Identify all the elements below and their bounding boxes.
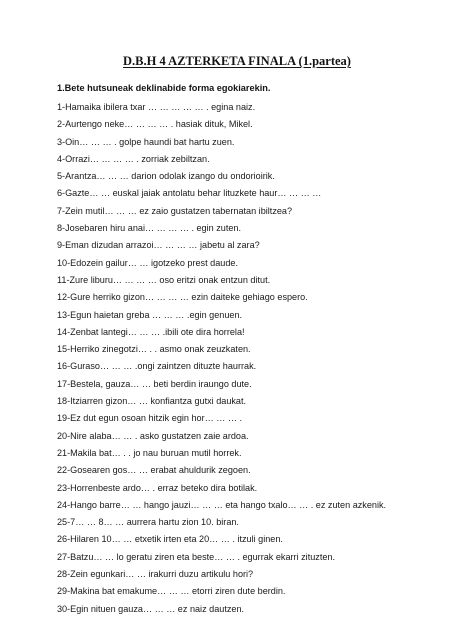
exercise-item: 29-Makina bat emakume… … … etorri ziren dute berdin. <box>57 586 286 597</box>
exercise-item: 27-Batzu… … lo geratu ziren eta beste… … . egurrak ekarri zituzten. <box>57 551 335 562</box>
exercise-item: 8-Josebaren hiru anai… … … … . egin zuten. <box>57 223 241 234</box>
exercise-item: 11-Zure liburu… … … … oso eritzi onak entzun ditut. <box>57 274 271 285</box>
exercise-item: 22-Gosearen gos… … erabat ahuldurik zegoen. <box>57 465 251 476</box>
exercise-item: 24-Hango barre… … hango jauzi… … … eta hango txalo… … . ez zuten azkenik. <box>57 499 387 510</box>
exercise-item: 23-Horrenbeste ardo… . erraz beteko dira botilak. <box>57 482 258 493</box>
document-title <box>0 54 474 68</box>
exercise-item: 5-Arantza… … … darion odolak izango du ondorioirik. <box>57 171 275 182</box>
exercise-item: 12-Gure herriko gizon… … … … ezin daiteke gehiago espero. <box>57 292 308 303</box>
exercise-item: 1-Hamaika ibilera txar … … … … … . egina naiz. <box>57 102 256 112</box>
exercise-list <box>57 101 386 620</box>
exercise-item: 7-Zein mutil… … … ez zaio gustatzen tabernatan ibiltzea? <box>57 205 293 216</box>
exercise-item: 14-Zenbat lantegi… … … .ibili ote dira horrela! <box>57 326 245 337</box>
exercise-item: 3-Oin… … … . golpe haundi bat hartu zuen. <box>57 136 235 147</box>
exercise-item: 20-Nire alaba… … . asko gustatzen zaie ardoa. <box>57 430 249 441</box>
exercise-item: 19-Ez dut egun osoan hitzik egin hor… … … . <box>57 413 243 424</box>
exercise-item: 18-Itziarren gizon… … konfiantza gutxi daukat. <box>57 396 247 407</box>
exercise-item: 30-Egin nituen gauza… … … ez naiz dautzen. <box>57 603 245 614</box>
exercise-item: 15-Herriko zinegotzi… . . asmo onak zeuzkaten. <box>57 344 251 355</box>
document-title-text: D.B.H 4 AZTERKETA FINALA (1.partea) <box>123 54 351 68</box>
exercise-item: 9-Eman dizudan arrazoi… … … … jabetu al zara? <box>57 240 260 251</box>
exercise-item: 21-Makila bat… . . jo nau buruan mutil horrek. <box>57 447 242 458</box>
exercise-item: 28-Zein egunkari… … irakurri duzu artikulu hori? <box>57 569 254 580</box>
exercise-item: 17-Bestela, gauza… … beti berdin iraungo dute. <box>57 378 252 389</box>
exercise-item: 10-Edozein gailur… … igotzeko prest daude. <box>57 257 238 268</box>
exercise-item: 16-Guraso… … … .ongi zaintzen dituzte haurrak. <box>57 361 257 372</box>
exercise-item: 13-Egun haietan greba … … … .egin genuen. <box>57 309 243 320</box>
exercise-item: 2-Aurtengo neke… … … … . hasiak dituk, Mikel. <box>57 119 253 130</box>
exercise-instruction: 1.Bete hutsuneak deklinabide forma egokiarekin. <box>57 83 271 93</box>
exercise-item: 6-Gazte… … euskal jaiak antolatu behar lituzkete haur… … … … <box>57 188 322 199</box>
exercise-item: 26-Hilaren 10… … etxetik irten eta 20… … . itzuli ginen. <box>57 534 283 545</box>
exercise-item: 4-Orrazi… … … … . zorriak zebiltzan. <box>57 153 210 164</box>
exercise-item: 25-7… … 8… … aurrera hartu zion 10. biran. <box>57 517 239 528</box>
